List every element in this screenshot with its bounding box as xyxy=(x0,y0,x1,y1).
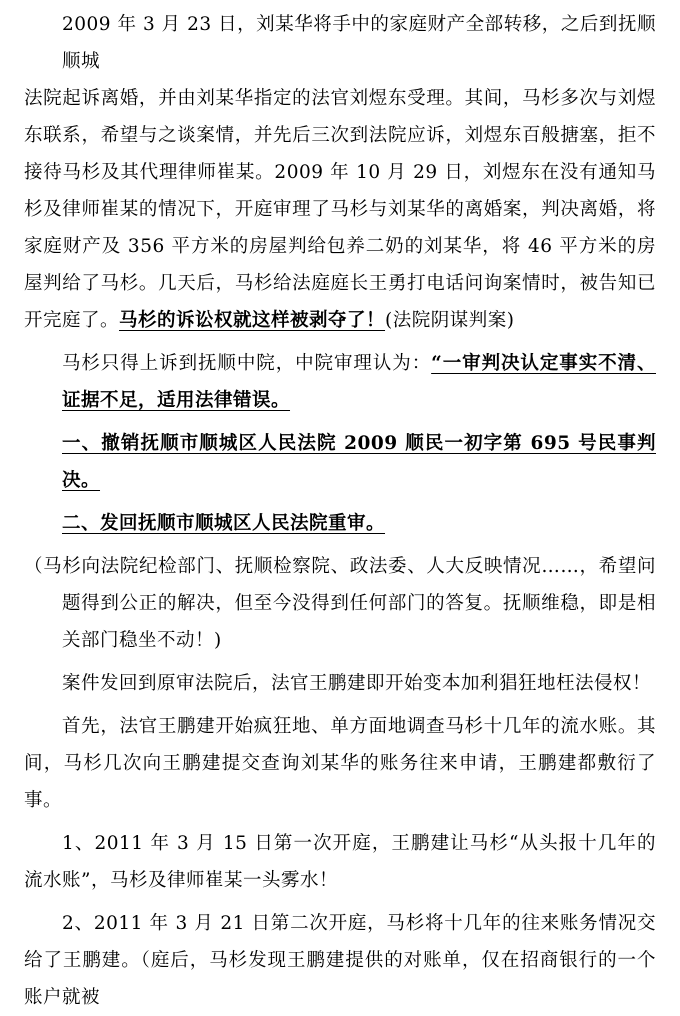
emphasis-appeal-ruling: “一审判决认定事实不清、证据不足，适用法律错误。 xyxy=(62,353,656,411)
ruling-item-1: 一、撤销抚顺市顺城区人民法院 2009 顺民一初字第 695 号民事判决。 xyxy=(62,433,656,491)
paragraph-body: 法院起诉离婚，并由刘某华指定的法官刘煜东受理。其间，马杉多次与刘煜东联系，希望与之谈案情，并先后三次到法院应诉，刘煜东百般搪塞，拒不接待马杉及其代理律师崔某。2009 年 10 月 29 日，刘煜东在没有通知马杉及律师崔某的情况下，开庭审理了马杉与刘某华的离婚案，判决离婚，将家庭财产及 356 平方米的房屋判给包养二奶的刘某华，将 46 平方米的房屋判给了马杉。几天后，马杉给法庭庭长王勇打电话问询案情时，被告知已开完庭了。马杉的诉讼权就这样被剥夺了！(法院阴谋判案) xyxy=(24,88,656,331)
paragraph-first-line: 2009 年 3 月 23 日，刘某华将手中的家庭财产全部转移，之后到抚顺顺城 xyxy=(62,14,656,72)
paragraph-complaints: （马杉向法院纪检部门、抚顺检察院、政法委、人大反映情况……，希望问题得到公正的解决，但至今没得到任何部门的答复。抚顺维稳，即是相关部门稳坐不动！) xyxy=(24,556,656,651)
paragraph-first-hearing: 1、2011 年 3 月 15 日第一次开庭，王鹏建让马杉“从头报十几年的流水账”，马杉及律师崔某一头雾水！ xyxy=(24,833,656,891)
paragraph-appeal: 马杉只得上诉到抚顺中院，中院审理认为：“一审判决认定事实不清、证据不足，适用法律错误。 xyxy=(62,353,656,411)
emphasis-rights-deprived: 马杉的诉讼权就这样被剥夺了！ xyxy=(119,310,386,331)
paragraph-retrial: 案件发回到原审法院后，法官王鹏建即开始变本加利猖狂地枉法侵权！ xyxy=(62,673,652,694)
ruling-item-2: 二、发回抚顺市顺城区人民法院重审。 xyxy=(62,513,386,534)
paragraph-note: (法院阴谋判案) xyxy=(385,310,515,331)
paragraph-second-hearing: 2、2011 年 3 月 21 日第二次开庭，马杉将十几年的往来账务情况交给了王鹏建。（庭后，马杉发现王鹏建提供的对账单，仅在招商银行的一个账户就被 xyxy=(24,913,656,1008)
paragraph-divorce-filing xyxy=(24,6,656,339)
paragraph-investigation: 首先，法官王鹏建开始疯狂地、单方面地调查马杉十几年的流水账。其间，马杉几次向王鹏建提交查询刘某华的账务往来申请，王鹏建都敷衍了事。 xyxy=(24,716,656,811)
